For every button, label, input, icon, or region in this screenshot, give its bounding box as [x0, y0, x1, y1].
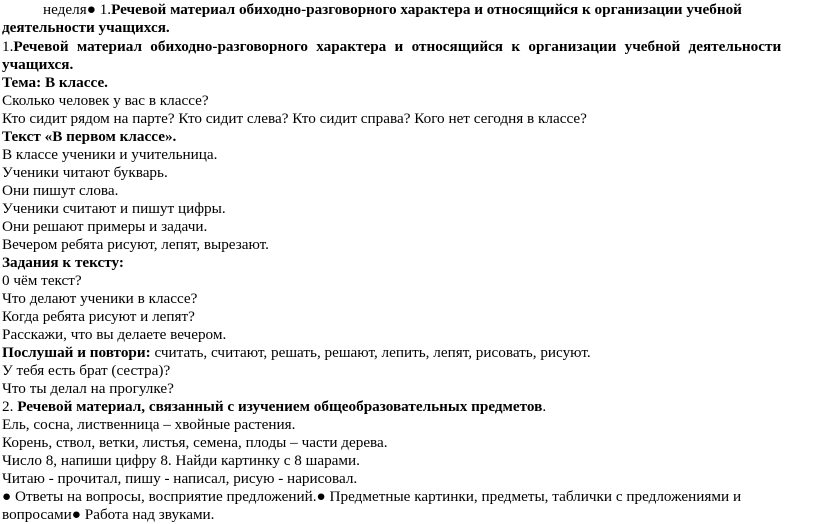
footer-part-1: Ответы на вопросы, восприятие предложений. — [11, 488, 317, 505]
section2-line-1: Ель, сосна, лиственница – хвойные растения. — [2, 416, 296, 433]
section2-title: Речевой материал, связанный с изучением общеобразовательных предметов — [17, 398, 543, 415]
section2-line-2: Корень, ствол, ветки, листья, семена, плоды – части дерева. — [2, 434, 388, 451]
header-title: Речевой материал обиходно-разговорного характера и относящийся к организации учебной — [111, 1, 742, 18]
listen-label: Послушай и повтори: — [2, 344, 151, 361]
header-number: 1. — [99, 1, 112, 18]
section2-line-3: Число 8, напиши цифру 8. Найди картинку с 8 шарами. — [2, 452, 360, 469]
header-prefix: неделя — [43, 1, 87, 18]
text-line-3: Они пишут слова. — [2, 182, 119, 199]
section1-title: Речевой материал обиходно-разговорного характера и относящийся к организации учебной деятельности — [13, 38, 782, 55]
text-line-5: Они решают примеры и задачи. — [2, 218, 208, 235]
tasks-line-2: Что делают ученики в классе? — [2, 290, 198, 307]
listen-text: считать, считают, решать, решают, лепить, лепят, рисовать, рисуют. — [150, 344, 591, 361]
footer-line-2 — [2, 506, 214, 524]
theme-line-2: Кто сидит рядом на парте? Кто сидит слева? Кто сидит справа? Кого нет сегодня в классе? — [2, 110, 587, 127]
section2-number: 2. — [2, 398, 18, 415]
footer-part-2: Предметные картинки, предметы, таблички с предложениями и — [325, 488, 742, 505]
bullet-icon: ● — [71, 506, 81, 523]
section1-heading — [2, 38, 781, 56]
theme-line-1: Сколько человек у вас в классе? — [2, 92, 209, 109]
listen-line — [2, 344, 591, 362]
tasks-line-4: Расскажи, что вы делаете вечером. — [2, 326, 227, 343]
listen-line-1: У тебя есть брат (сестра)? — [2, 362, 171, 379]
bullet-icon: ● — [316, 488, 326, 505]
footer-part-4: Работа над звуками. — [80, 506, 215, 523]
section2-end: . — [542, 398, 547, 415]
header-line — [43, 1, 742, 19]
theme-heading: Тема: В классе. — [2, 74, 108, 91]
text-line-6: Вечером ребята рисуют, лепят, вырезают. — [2, 236, 269, 253]
tasks-line-1: 0 чём текст? — [2, 272, 82, 289]
bullet-icon: ● — [2, 488, 12, 505]
section1-number: 1. — [2, 38, 14, 55]
footer-line-1 — [2, 488, 741, 506]
tasks-heading: Задания к тексту: — [2, 254, 124, 271]
footer-part-3: вопросами — [2, 506, 72, 523]
header-title-cont: деятельности учащихся. — [2, 19, 170, 36]
text-line-4: Ученики считают и пишут цифры. — [2, 200, 226, 217]
section2-heading — [2, 398, 546, 416]
section1-title-cont: учащихся. — [2, 56, 74, 73]
tasks-line-3: Когда ребята рисуют и лепят? — [2, 308, 195, 325]
text-line-2: Ученики читают букварь. — [2, 164, 168, 181]
text-line-1: В классе ученики и учительница. — [2, 146, 218, 163]
section2-line-4: Читаю - прочитал, пишу - написал, рисую - нарисовал. — [2, 470, 358, 487]
listen-line-2: Что ты делал на прогулке? — [2, 380, 174, 397]
bullet-icon: ● — [86, 1, 96, 18]
text-heading: Текст «В первом классе». — [2, 128, 177, 145]
